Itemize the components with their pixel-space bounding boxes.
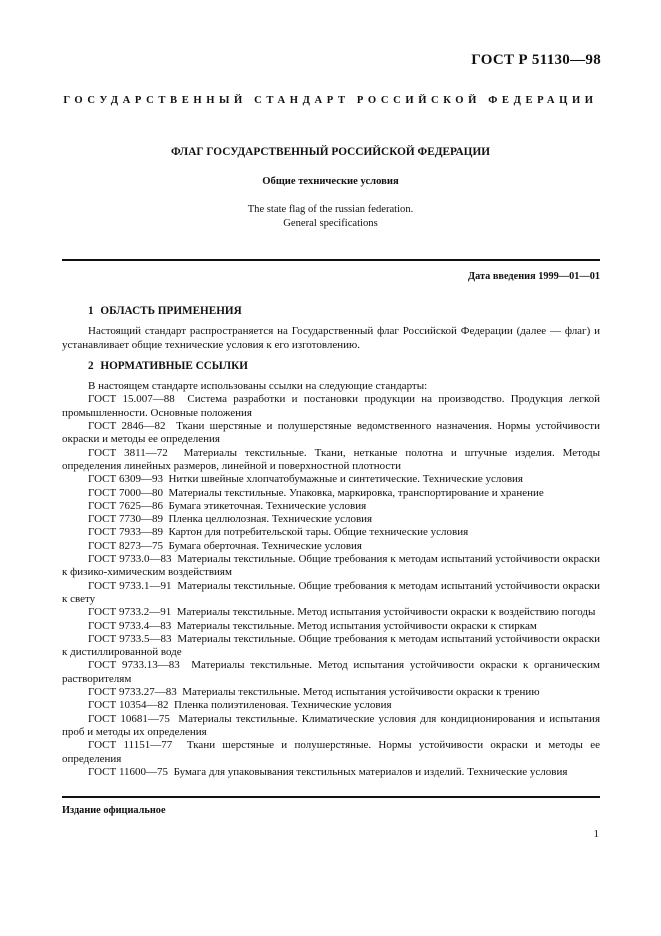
reference-item bbox=[62, 500, 600, 513]
reference-code: ГОСТ 3811—72 bbox=[88, 446, 168, 459]
reference-item bbox=[62, 487, 600, 500]
section-normative-references bbox=[62, 359, 601, 779]
reference-item bbox=[62, 606, 600, 619]
reference-code: ГОСТ 9733.13—83 bbox=[88, 659, 180, 672]
reference-code: ГОСТ 11151—77 bbox=[88, 739, 173, 752]
top-divider bbox=[62, 259, 600, 261]
reference-title: Ткани шерстяные и полушерстяные. Нормы устойчивости окраски и методы ее определения bbox=[62, 739, 601, 765]
reference-title: Система разработки и постановки продукции на производство. Продукция легкой промышленности. Основные положения bbox=[62, 393, 600, 419]
section-number: 1 bbox=[88, 305, 94, 317]
reference-title: Материалы текстильные. Метод испытания устойчивости окраски к стиркам bbox=[176, 619, 537, 632]
reference-item bbox=[62, 686, 600, 699]
reference-title: Бумага для упаковывания текстильных материалов и изделий. Технические условия bbox=[173, 765, 568, 778]
reference-code: ГОСТ 11600—75 bbox=[88, 765, 169, 778]
reference-title: Материалы текстильные. Общие требования к методам испытаний устойчивости окраски к свету bbox=[62, 579, 600, 605]
english-title-line-2: General specifications bbox=[283, 218, 378, 229]
reference-code: ГОСТ 6309—93 bbox=[88, 473, 163, 486]
reference-item bbox=[62, 659, 600, 686]
document-subtitle: Общие технические условия bbox=[262, 176, 399, 187]
reference-item bbox=[62, 739, 600, 766]
reference-item bbox=[62, 620, 600, 633]
standard-heading: ГОСУДАРСТВЕННЫЙ СТАНДАРТ РОССИЙСКОЙ ФЕДЕРАЦИИ bbox=[63, 95, 598, 106]
reference-code: ГОСТ 2846—82 bbox=[88, 420, 166, 433]
reference-title: Бумага оберточная. Технические условия bbox=[168, 539, 362, 552]
reference-item bbox=[62, 447, 600, 474]
reference-title: Материалы текстильные. Климатические условия для кондиционирования и испытания проб и методы их определения bbox=[62, 712, 600, 738]
section-title: ОБЛАСТЬ ПРИМЕНЕНИЯ bbox=[100, 305, 242, 317]
reference-code: ГОСТ 10681—75 bbox=[88, 712, 170, 725]
reference-code: ГОСТ 9733.0—83 bbox=[88, 553, 172, 566]
reference-item bbox=[62, 580, 600, 607]
reference-title: Пленка целлюлозная. Технические условия bbox=[168, 513, 373, 526]
section-number: 2 bbox=[88, 359, 94, 372]
reference-title: Бумага этикеточная. Технические условия bbox=[168, 499, 367, 512]
reference-title: Материалы текстильные. Общие требования к методам испытаний устойчивости окраски к дистиллированной воде bbox=[62, 632, 600, 659]
english-title bbox=[0, 203, 661, 231]
reference-title: Материалы текстильные. Упаковка, маркировка, транспортирование и хранение bbox=[168, 486, 544, 499]
references-list bbox=[62, 393, 601, 779]
document-id: ГОСТ Р 51130—98 bbox=[471, 52, 601, 68]
reference-item bbox=[62, 513, 600, 526]
reference-code: ГОСТ 9733.5—83 bbox=[88, 632, 172, 645]
reference-item bbox=[62, 420, 600, 447]
english-title-line-1: The state flag of the russian federation. bbox=[247, 204, 414, 215]
reference-item bbox=[62, 526, 600, 539]
reference-title: Материалы текстильные. Ткани, нетканые полотна и штучные изделия. Методы определения линейных размеров, линейной и поверхностной плотности bbox=[62, 446, 601, 472]
reference-code: ГОСТ 7000—80 bbox=[88, 486, 163, 499]
reference-item bbox=[62, 713, 600, 740]
edition-label: Издание официальное bbox=[62, 805, 166, 816]
references-intro: В настоящем стандарте использованы ссылки на следующие стандарты: bbox=[88, 380, 428, 393]
reference-title: Нитки швейные хлопчатобумажные и синтетические. Технические условия bbox=[168, 473, 523, 486]
reference-item bbox=[62, 633, 600, 660]
reference-code: ГОСТ 7730—89 bbox=[88, 513, 163, 526]
reference-title: Материалы текстильные. Общие требования к методам испытаний устойчивости окраски к физико-химическим воздействиям bbox=[62, 553, 600, 579]
document-title: ФЛАГ ГОСУДАРСТВЕННЫЙ РОССИЙСКОЙ ФЕДЕРАЦИИ bbox=[170, 146, 491, 158]
section-heading bbox=[88, 360, 600, 373]
reference-title: Материалы текстильные. Метод испытания устойчивости окраски к воздействию погоды bbox=[176, 606, 596, 619]
reference-item bbox=[62, 766, 600, 779]
reference-item bbox=[62, 699, 600, 712]
page-number: 1 bbox=[593, 828, 599, 840]
reference-code: ГОСТ 9733.27—83 bbox=[88, 686, 177, 699]
reference-title: Картон для потребительской тары. Общие технические условия bbox=[168, 526, 469, 539]
reference-code: ГОСТ 15.007—88 bbox=[88, 393, 175, 406]
document-body bbox=[62, 305, 601, 779]
bottom-divider bbox=[62, 796, 600, 798]
introduction-date: Дата введения 1999—01—01 bbox=[468, 271, 600, 282]
reference-title: Материалы текстильные. Метод испытания устойчивости окраски к трению bbox=[182, 686, 540, 699]
reference-code: ГОСТ 9733.1—91 bbox=[88, 579, 172, 592]
section-text: Настоящий стандарт распространяется на Государственный флаг Российской Федерации (далее — флаг) и устанавливает общие технические условия к его изготовлению. bbox=[62, 325, 600, 351]
section-title: НОРМАТИВНЫЕ ССЫЛКИ bbox=[100, 359, 248, 372]
reference-code: ГОСТ 8273—75 bbox=[88, 539, 163, 552]
section-scope bbox=[62, 305, 600, 352]
section-heading bbox=[88, 305, 600, 318]
reference-item bbox=[62, 393, 600, 420]
reference-code: ГОСТ 9733.4—83 bbox=[88, 619, 172, 632]
reference-item bbox=[62, 540, 600, 553]
reference-code: ГОСТ 7933—89 bbox=[88, 526, 163, 539]
reference-title: Пленка полиэтиленовая. Технические условия bbox=[173, 699, 392, 712]
reference-code: ГОСТ 9733.2—91 bbox=[88, 606, 172, 619]
reference-item bbox=[62, 553, 600, 580]
reference-code: ГОСТ 7625—86 bbox=[88, 499, 163, 512]
reference-title: Материалы текстильные. Метод испытания устойчивости окраски к органическим растворителям bbox=[62, 659, 600, 685]
reference-item bbox=[62, 473, 600, 486]
reference-code: ГОСТ 10354—82 bbox=[88, 699, 169, 712]
reference-title: Ткани шерстяные и полушерстяные ведомственного назначения. Нормы устойчивости окраски и методы ее определения bbox=[62, 420, 600, 446]
